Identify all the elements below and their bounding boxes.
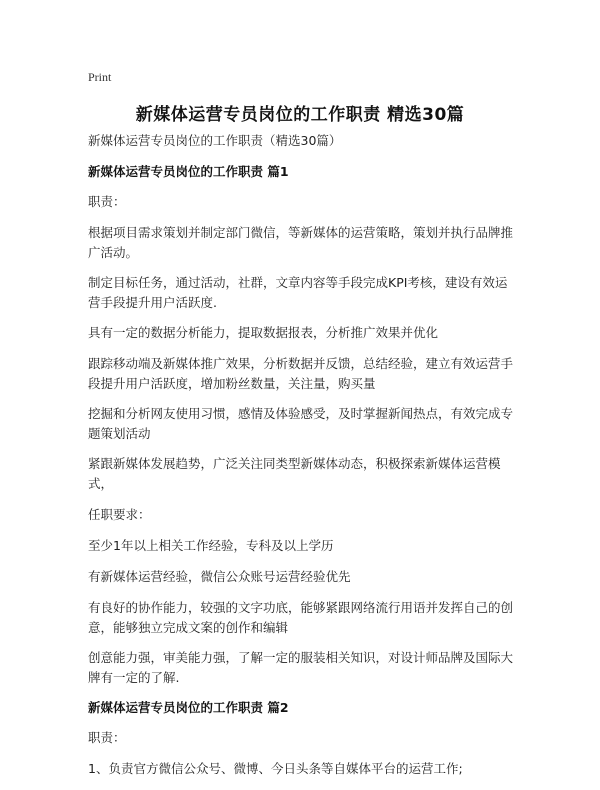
section-heading-1: 新媒体运营专员岗位的工作职责 篇1 [88,164,289,179]
duty-item: 跟踪移动端及新媒体推广效果，分析数据并反馈，总结经验，建立有效运营手段提升用户活跃度，增加粉丝数量，关注量，购买量 [88,356,514,391]
duties-label-2: 职责： [88,730,126,745]
requirement-item: 有新媒体运营经验，微信公众账号运营经验优先 [88,569,351,584]
requirement-item: 有良好的协作能力，较强的文字功底，能够紧跟网络流行用语并发挥自己的创意，能够独立完成文案的创作和编辑 [88,600,514,635]
requirement-item: 创意能力强，审美能力强，了解一定的服装相关知识，对设计师品牌及国际大牌有一定的了解. [88,650,514,685]
print-label: Print [88,70,112,84]
duty-item: 制定目标任务，通过活动，社群，文章内容等手段完成KPI考核，建设有效运营手段提升用户活跃度. [88,275,508,310]
subtitle: 新媒体运营专员岗位的工作职责（精选30篇） [88,133,342,148]
document-body [88,131,518,790]
duty-item: 具有一定的数据分析能力，提取数据报表，分析推广效果并优化 [88,325,439,340]
page-title: 新媒体运营专员岗位的工作职责 精选30篇 [135,105,465,125]
duty-item: 根据项目需求策划并制定部门微信，等新媒体的运营策略，策划并执行品牌推广活动。 [88,225,514,260]
duty-item: 1、负责官方微信公众号、微博、今日头条等自媒体平台的运营工作; [88,761,463,776]
duty-item: 挖掘和分析网友使用习惯，感情及体验感受，及时掌握新闻热点，有效完成专题策划活动 [88,406,514,441]
requirement-item: 至少1年以上相关工作经验，专科及以上学历 [88,538,334,553]
section-heading-2: 新媒体运营专员岗位的工作职责 篇2 [88,700,289,715]
duties-label-1: 职责： [88,194,126,209]
requirements-label: 任职要求： [88,507,151,522]
duty-item: 紧跟新媒体发展趋势，广泛关注同类型新媒体动态，积极探索新媒体运营模式， [88,456,501,491]
